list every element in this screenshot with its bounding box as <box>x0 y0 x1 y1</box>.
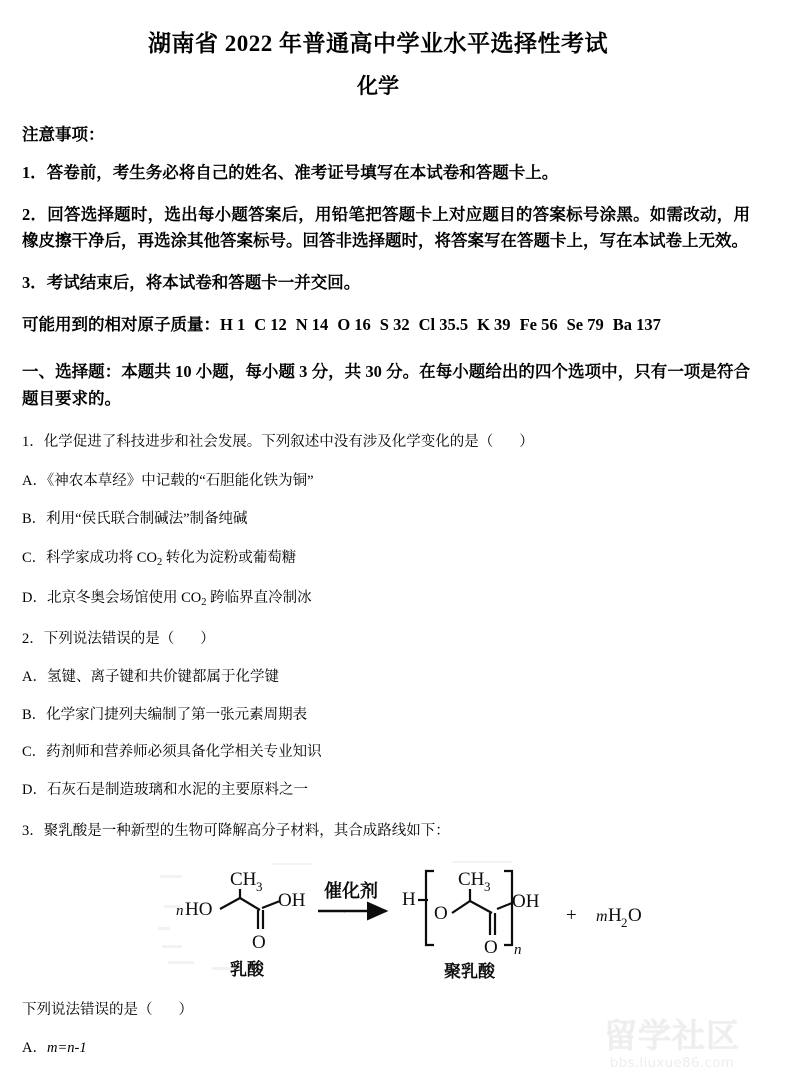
question-1-number: 1． <box>22 433 44 450</box>
arrow-label-catalyst: 催化剂 <box>324 880 378 902</box>
reactant-ho-label: HO <box>185 898 213 920</box>
option-letter: D． <box>22 782 47 799</box>
page-content <box>22 0 752 1060</box>
product-methyl-subscript: 3 <box>484 878 491 894</box>
atomic-mass-ba: Ba 137 <box>612 314 661 334</box>
polymer-degree-n: n <box>514 941 522 958</box>
plus-sign: + <box>566 904 577 926</box>
product-ether-oxygen: O <box>434 902 448 924</box>
reactant-coefficient-n: n <box>176 902 184 919</box>
question-2-option-d <box>22 780 722 802</box>
question-2-stem <box>22 629 722 651</box>
question-1-stem <box>22 432 722 454</box>
water-h-label: H <box>608 904 622 926</box>
product-methyl-label: CH <box>458 868 485 890</box>
notice-item-2: 2．回答选择题时，选出每小题答案后，用铅笔把答题卡上对应题目的答案标号涂黑。如需改动，用橡皮擦干净后，再选涂其他答案标号。回答非选择题时，将答案写在答题卡上，写在本试卷上无效。 <box>22 204 750 251</box>
notice-item-1: 1．答卷前，考生务必将自己的姓名、准考证号填写在本试卷和答题卡上。 <box>22 162 559 182</box>
atomic-mass-c: C 12 <box>254 314 287 334</box>
watermark-brand: 留学社区 <box>604 1016 740 1055</box>
option-text: 氢键、离子键和共价键都属于化学键 <box>46 668 279 685</box>
question-2-option-c <box>22 742 722 764</box>
atomic-mass-k: K 39 <box>477 314 511 334</box>
reactant-name-label: 乳酸 <box>230 959 264 980</box>
reactant-carbonyl-oxygen: O <box>252 931 266 953</box>
option-text-post: 转化为淀粉或葡萄糖 <box>162 550 297 567</box>
option-text: 利用“侯氏联合制碱法”制备纯碱 <box>46 511 248 528</box>
water-o-label: O <box>628 904 642 926</box>
question-3-option-a <box>22 1038 722 1060</box>
question-3-number: 3． <box>22 822 44 839</box>
notice-item-3: 3．考试结束后，将本试卷和答题卡一并交回。 <box>22 272 361 292</box>
subject-title: 化学 <box>357 73 399 98</box>
option-text: 化学家门捷列夫编制了第一张元素周期表 <box>46 706 308 723</box>
question-3-paren-close: ） <box>178 1001 194 1018</box>
atomic-mass-line <box>22 312 750 339</box>
reaction-scheme-image <box>152 853 642 981</box>
atomic-mass-label: 可能用到的相对原子质量： <box>22 314 220 334</box>
atomic-mass-se: Se 79 <box>566 314 604 334</box>
reactant-methyl-subscript: 3 <box>256 878 263 894</box>
question-2-number: 2． <box>22 631 44 648</box>
question-2-option-b <box>22 705 722 727</box>
atomic-mass-n: N 14 <box>295 314 329 334</box>
atomic-mass-cl: Cl 35.5 <box>418 314 469 334</box>
notice-heading: 注意事项： <box>22 125 105 144</box>
option-text: 药剂师和营养师必须具备化学相关专业知识 <box>46 744 322 761</box>
option-text-post: 跨临界直冷制冰 <box>206 589 312 606</box>
option-letter: A． <box>22 668 47 685</box>
option-text-pre: 北京冬奥会场馆使用 CO <box>46 589 202 606</box>
water-subscript: 2 <box>621 914 628 930</box>
option-letter: D． <box>22 589 47 606</box>
question-1-option-d <box>22 588 722 611</box>
watermark-url: bbs.liuxue86.com <box>609 1054 735 1071</box>
reactant-methyl-label: CH <box>230 868 257 890</box>
option-text: m=n-1 <box>46 1040 87 1057</box>
question-1-text: 化学促进了科技进步和社会发展。下列叙述中没有涉及化学变化的是（ <box>43 433 494 450</box>
water-coefficient-m: m <box>596 907 608 925</box>
option-text: 《神农本草经》中记载的“石胆能化铁为铜” <box>46 472 314 489</box>
page-title: 湖南省 2022 年普通高中学业水平选择性考试 <box>148 31 608 56</box>
formula-subscript: 2 <box>201 596 207 608</box>
question-1-paren-close: ） <box>519 433 535 450</box>
option-text-pre: 科学家成功将 CO <box>46 550 157 567</box>
formula-subscript: 2 <box>156 557 163 568</box>
option-letter: A． <box>22 472 47 489</box>
reaction-scheme-figure <box>22 853 752 981</box>
product-h-label: H <box>402 888 416 910</box>
section-heading-multiple-choice: 一、选择题：本题共 10 小题，每小题 3 分，共 30 分。在每小题给出的四个选项中，只有一项是符合题目要求的。 <box>22 362 750 409</box>
question-2-paren-close: ） <box>200 631 216 648</box>
question-3-sub-text: 下列说法错误的是（ <box>22 1001 153 1018</box>
product-oh-label: OH <box>512 890 540 912</box>
question-2-option-a <box>22 667 722 689</box>
question-2-text: 下列说法错误的是（ <box>43 631 175 648</box>
product-name-label: 聚乳酸 <box>444 961 495 981</box>
question-1-option-b <box>22 509 722 531</box>
product-carbonyl-oxygen: O <box>484 936 498 958</box>
question-3-stem <box>22 821 722 843</box>
atomic-mass-s: S 32 <box>379 314 410 334</box>
option-letter: B． <box>22 511 47 528</box>
atomic-mass-h: H 1 <box>220 314 246 334</box>
option-letter: A． <box>22 1040 47 1057</box>
option-letter: C． <box>22 550 47 567</box>
question-3-sub-stem <box>22 1000 722 1022</box>
option-text: 石灰石是制造玻璃和水泥的主要原料之一 <box>46 782 308 799</box>
option-letter: C． <box>22 744 47 761</box>
reaction-scheme-svg <box>152 853 642 981</box>
reactant-oh-label: OH <box>278 889 306 911</box>
atomic-mass-o: O 16 <box>337 314 371 334</box>
question-3-text: 聚乳酸是一种新型的生物可降解高分子材料，其合成路线如下： <box>43 822 450 839</box>
atomic-mass-fe: Fe 56 <box>519 314 558 334</box>
option-letter: B． <box>22 706 47 723</box>
question-1-option-c <box>22 548 722 571</box>
question-1-option-a <box>22 471 722 493</box>
